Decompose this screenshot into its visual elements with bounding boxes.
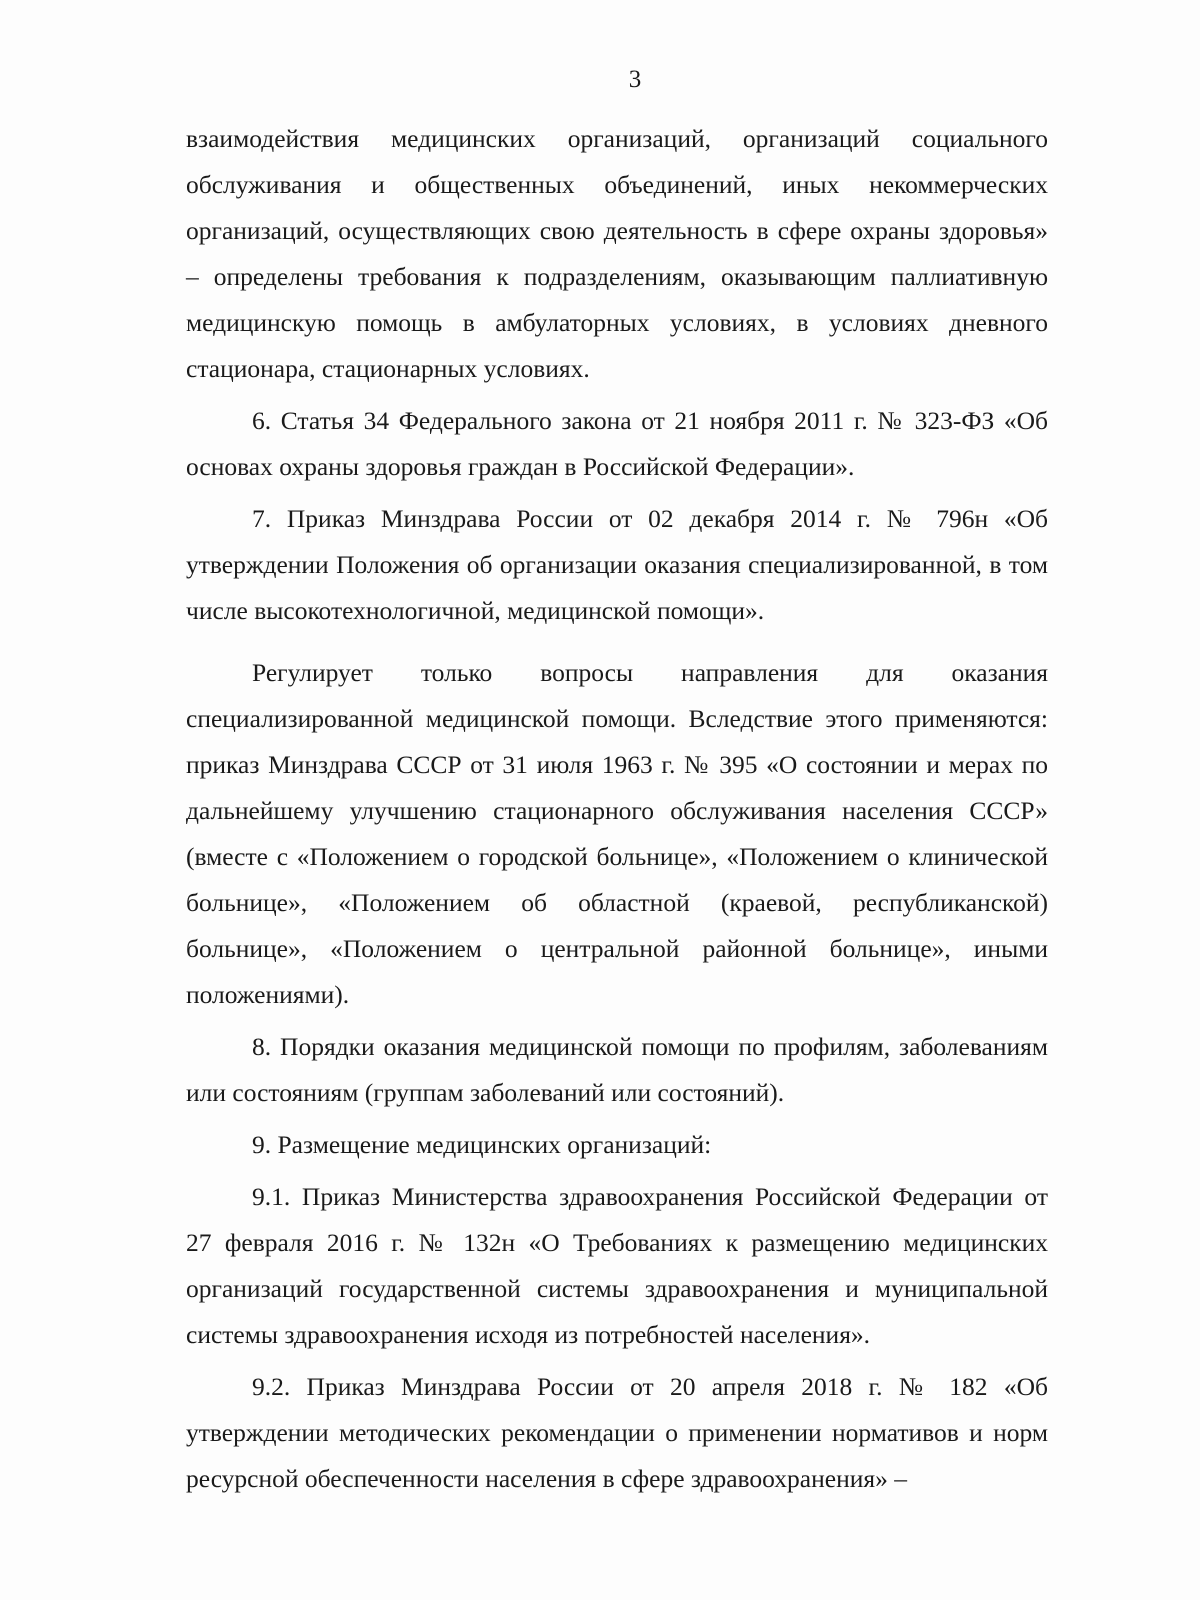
paragraph-item-6: 6. Статья 34 Федерального закона от 21 ноября 2011 г. № 323-ФЗ «Об основах охраны здоровья граждан в Российской Федерации». (186, 406, 1048, 481)
paragraph-item-9: 9. Размещение медицинских организаций: (252, 1130, 712, 1159)
paragraph-continuation: взаимодействия медицинских организаций, организаций социального обслуживания и общественных объединений, иных некоммерческих организаций, осуществляющих свою деятельность в сфере охраны здоровья» – определены требования к подразделениям, оказывающим паллиативную медицинскую помощь в амбулаторных условиях, в условиях дневного стационара, стационарных условиях. (186, 124, 1048, 383)
document-body (186, 116, 1048, 1502)
paragraph-item-9-2: 9.2. Приказ Минздрава России от 20 апреля 2018 г. № 182 «Об утверждении методических рекомендации о применении нормативов и норм ресурсной обеспеченности населения в сфере здравоохранения» – (186, 1372, 1048, 1493)
paragraph-item-7: 7. Приказ Минздрава России от 02 декабря 2014 г. № 796н «Об утверждении Положения об организации оказания специализированной, в том числе высокотехнологичной, медицинской помощи». (186, 504, 1048, 625)
paragraph-item-9-1: 9.1. Приказ Министерства здравоохранения Российской Федерации от 27 февраля 2016 г. № 132н «О Требованиях к размещению медицинских организаций государственной системы здравоохранения и муниципальной системы здравоохранения исходя из потребностей населения». (186, 1182, 1048, 1349)
paragraph-item-8: 8. Порядки оказания медицинской помощи по профилям, заболеваниям или состояниям (группам заболеваний или состояний). (186, 1032, 1048, 1107)
page-number: 3 (628, 66, 642, 93)
paragraph-regulates: Регулирует только вопросы направления для оказания специализированной медицинской помощи. Вследствие этого применяются: приказ Минздрава СССР от 31 июля 1963 г. № 395 «О состоянии и мерах по дальнейшему улучшению стационарного обслуживания населения СССР» (вместе с «Положением о городской больнице», «Положением о клинической больнице», «Положением об областной (краевой, республиканской) больнице», «Положением о центральной районной больнице», иными положениями). (186, 658, 1048, 1009)
